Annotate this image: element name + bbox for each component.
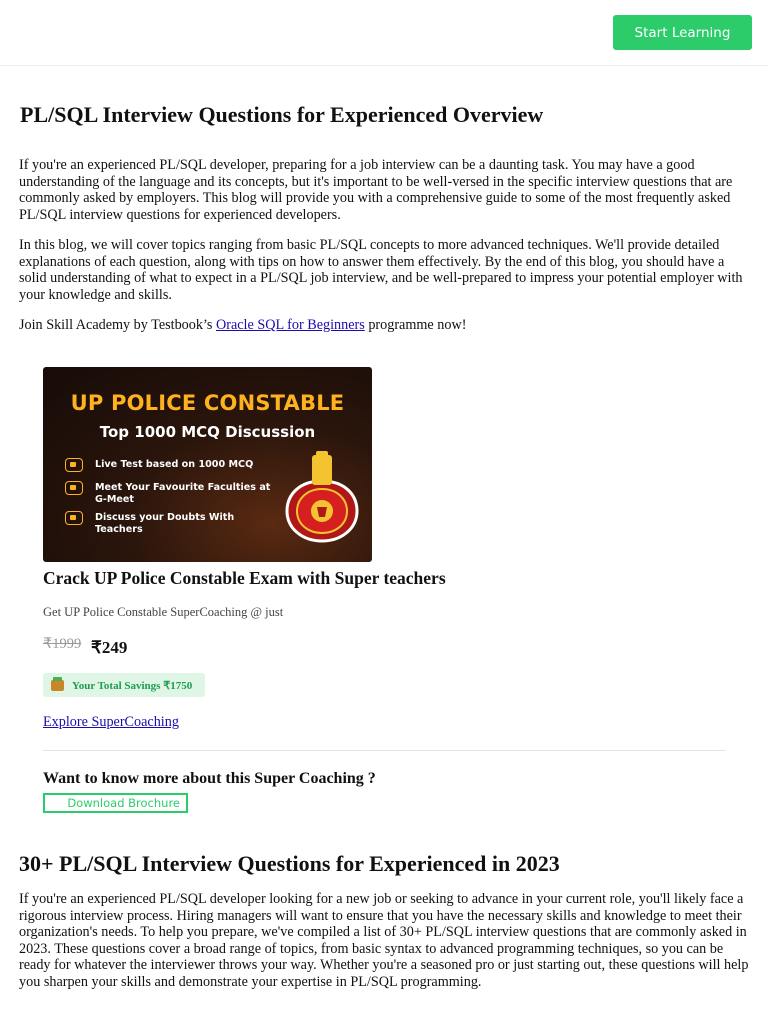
banner-subtitle: Top 1000 MCQ Discussion [99,423,316,441]
monitor-icon [65,458,83,472]
top-header [0,0,768,66]
join-paragraph [19,317,750,334]
know-more-heading: Want to know more about this Super Coaching ? [43,770,376,787]
section-paragraph: If you're an experienced PL/SQL developer looking for a new job or seeking to advance in your current role, you'll likely face a rigorous interview process. Hiring managers will want to ensure that you have the necessary skills and knowledge to meet their organization's needs. To help you prepare, we've compiled a list of 30+ PL/SQL interview questions that are commonly asked in 2023. These questions cover a broad range of topics, from basic syntax to advanced programming techniques, so you can be ready for whatever the interviewer throws your way. Whether you're a seasoned pro or just starting out, these questions will help you sharpen your skills and demonstrate your expertise in PL/SQL programming. [19,891,749,990]
banner-title: UP POLICE CONSTABLE [70,391,345,415]
police-emblem-icon [279,451,365,543]
oracle-sql-link[interactable]: Oracle SQL for Beginners [215,317,365,333]
intro-paragraph-2: In this blog, we will cover topics ranging from basic PL/SQL concepts to more advanced techniques. We'll provide detailed explanations of each question, along with tips on how to answer them effectively. By the end of this blog, you should have a solid understanding of what to expect in a PL/SQL job interview, and be well-prepared to impress your potential employer with your knowledge and skills. [19,237,743,303]
old-price: ₹1999 [43,636,82,652]
promo-card-subtitle: Get UP Police Constable SuperCoaching @ just [43,605,284,619]
banner-feature-label: Discuss your Doubts With Teachers [95,512,235,535]
banner-feature [65,459,275,472]
promo-banner-image[interactable] [43,367,372,562]
banner-feature [65,512,275,536]
banner-feature-label: Live Test based on 1000 MCQ [95,459,254,470]
intro-paragraph-1: If you're an experienced PL/SQL developer, preparing for a job interview can be a daunting task. You may have a good understanding of the language and its concepts, but it's important to be well-versed in the specific interview questions that are commonly asked by employers. This blog will provide you with a comprehensive guide to some of the most frequently asked PL/SQL interview questions for experienced developers. [19,157,733,223]
divider [43,750,726,751]
join-prefix: Join Skill Academy by Testbook’s [19,317,216,333]
savings-text: Your Total Savings ₹1750 [72,679,193,692]
page-title: PL/SQL Interview Questions for Experienced Overview [20,102,544,127]
savings-badge [43,673,205,697]
join-suffix: programme now! [364,317,467,333]
chat-icon [65,511,83,525]
banner-feature [65,482,275,506]
new-price: ₹249 [91,638,128,657]
download-brochure-button[interactable]: Download Brochure [43,793,188,813]
section-title: 30+ PL/SQL Interview Questions for Experienced in 2023 [19,851,560,876]
wallet-icon [51,680,64,691]
promo-card-title: Crack UP Police Constable Exam with Super teachers [43,568,446,588]
banner-feature-label: Meet Your Favourite Faculties at G-Meet [95,482,271,505]
start-learning-button[interactable]: Start Learning [613,15,752,50]
video-call-icon [65,481,83,495]
explore-supercoaching-link[interactable]: Explore SuperCoaching [43,714,179,730]
